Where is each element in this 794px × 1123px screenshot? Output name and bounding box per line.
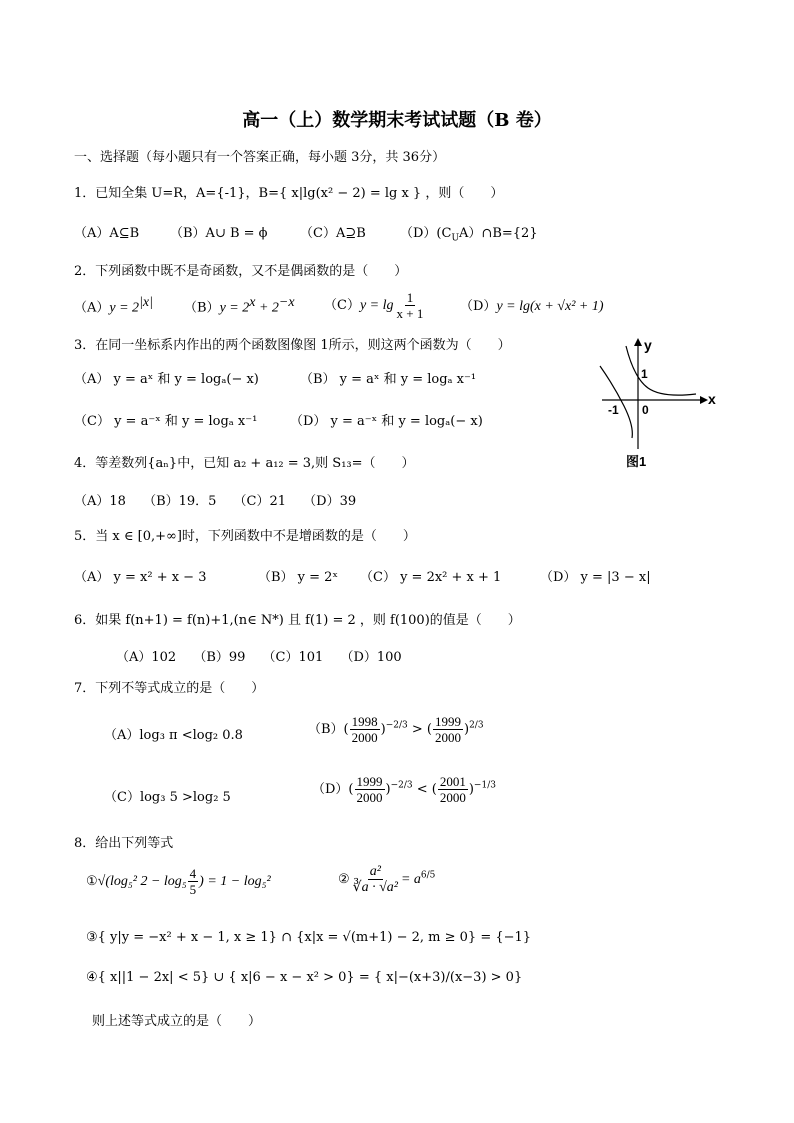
q8-e1-frac: [188, 866, 199, 897]
q5-option-b: （B） y = 2ˣ: [258, 570, 338, 585]
q8-equation-4: ④{ x||1 − 2x| < 5} ∪ { x|6 − x − x² > 0} = { x|−(x+3)/(x−3) > 0}: [86, 970, 523, 985]
q8-equation-3: ③{ y|y = −x² + x − 1, x ≥ 1} ∩ {x|x = √(m+1) − 2, m ≥ 0} = {−1}: [86, 930, 532, 945]
fig-label-zero: 0: [642, 403, 649, 417]
q8-e2-den: ∛a · √a²: [352, 880, 398, 895]
question-2: 2．下列函数中既不是奇函数，又不是偶函数的是（ ）: [74, 264, 408, 279]
q7-d-den2: 2000: [439, 790, 466, 805]
q1-option-b: （B）A∪ B = ϕ: [170, 226, 268, 241]
q7-b-den2: 2000: [434, 730, 461, 745]
q1-option-c: （C）A⊇B: [300, 226, 366, 241]
question-6: 6．如果 f(n+1) = f(n)+1,(n∈ N*) 且 f(1) = 2 ，则 f(100)的值是（ ）: [74, 613, 521, 628]
q2-a-expr: y = 2: [109, 300, 140, 316]
q7-d-den1: 2000: [356, 790, 383, 805]
q8-e1-den: 5: [189, 882, 197, 897]
q3-option-b: （B） y = aˣ 和 y = logₐ x⁻¹: [300, 372, 477, 387]
q8-equation-1: [86, 866, 271, 897]
q8-e2-right: = a: [400, 872, 421, 887]
q2-c-num: 1: [406, 290, 414, 305]
q7-d-frac2: [438, 774, 468, 805]
q5-option-c: （C） y = 2x² + x + 1: [360, 570, 502, 585]
q2-b-sup1: x: [249, 295, 256, 310]
q7-b-frac2: [433, 714, 463, 745]
q7-d-mid: < (: [412, 782, 437, 797]
q2-d-label: （D）: [460, 299, 497, 314]
fig-caption: 图1: [626, 454, 647, 469]
q4-options: （A）18 （B）19．5 （C）21 （D）39: [74, 494, 357, 509]
q8-e1-left: √(log₅² 2 − log₅: [97, 874, 187, 889]
q2-c-den: x + 1: [396, 306, 424, 321]
q2-c-fraction: [395, 290, 426, 321]
q2-b-expr: y = 2: [219, 300, 250, 316]
question-3: 3．在同一坐标系内作出的两个函数图像图 1所示，则这两个函数为（ ）: [74, 338, 511, 353]
q2-option-b: [184, 295, 295, 316]
x-axis-arrow: [700, 396, 708, 404]
q1-option-d: [400, 222, 538, 244]
q7-d-num2: 2001: [439, 774, 466, 789]
q8-e2-frac: [351, 864, 400, 895]
q8-closing-question: 则上述等式成立的是（ ）: [92, 1014, 262, 1029]
q7-option-c: （C）log₃ 5 >log₂ 5: [104, 790, 231, 805]
q8-e2-num: a²: [369, 864, 381, 879]
q2-c-label: （C）: [324, 298, 360, 313]
q2-c-expr: y = lg: [359, 298, 394, 313]
curve-exponential: [626, 346, 696, 395]
q1-option-d-head: （D）(C: [400, 226, 452, 241]
q2-option-a: [74, 295, 153, 316]
q7-d-num1: 1999: [356, 774, 383, 789]
q3-option-d: （D） y = a⁻ˣ 和 y = logₐ(− x): [290, 414, 483, 429]
q2-b-mid: + 2: [255, 300, 279, 316]
question-4: 4．等差数列{aₙ}中，已知 a₂ + a₁₂ = 3,则 S₁₃=（ ）: [74, 456, 415, 471]
q7-option-b: （B）( $\frac{1998}{2000}$ )$^{-2/3}$ > ( $\frac{1999}{2000}$ )$^{2/3}$: [308, 714, 484, 745]
q5-option-a: （A） y = x² + x − 3: [74, 570, 207, 585]
question-1: 1．已知全集 U=R，A={-1}，B={ x|lg(x² − 2) = lg x } ，则（ ）: [74, 186, 504, 201]
y-axis-arrow: [634, 338, 642, 346]
q7-b-num1: 1998: [351, 714, 378, 729]
q1-option-d-tail: A）∩B={2}: [459, 226, 538, 241]
q8-e1-num: 4: [189, 866, 197, 881]
q2-d-expr: y = lg(x + √x² + 1): [496, 299, 604, 314]
q7-b-den1: 2000: [351, 730, 378, 745]
fig-label-neg-one: -1: [608, 403, 619, 417]
q7-b-num2: 1999: [434, 714, 461, 729]
q7-option-d: （D）( $\frac{1999}{2000}$ )$^{-2/3}$ < ( $\frac{2001}{2000}$ )$^{-1/3}$: [312, 774, 496, 805]
q7-d-frac1: [355, 774, 385, 805]
page-title: 高一（上）数学期末考试试题（B 卷）: [242, 110, 552, 131]
q2-b-sup2: −x: [278, 295, 295, 310]
q8-e2-mark: ②: [338, 872, 350, 887]
q7-d-exp2: −1/3: [473, 780, 496, 791]
q2-option-c: [324, 290, 426, 321]
curve-logarithmic: [600, 366, 632, 438]
q7-b-mid: > (: [407, 722, 432, 737]
q7-b-frac1: [350, 714, 380, 745]
q7-d-label: （D）(: [312, 782, 354, 797]
q7-b-exp2: 2/3: [469, 720, 484, 731]
q8-e1-mark: ①: [86, 874, 98, 889]
q7-b-label: （B）(: [308, 722, 349, 737]
q8-e2-sup: 6/5: [420, 870, 436, 881]
q1-option-d-sub: U: [451, 233, 460, 244]
section-heading: 一、选择题（每小题只有一个答案正确，每小题 3分，共 36分）: [74, 150, 446, 165]
question-7: 7．下列不等式成立的是（ ）: [74, 681, 265, 696]
q3-option-a: （A） y = aˣ 和 y = logₐ(− x): [74, 372, 259, 387]
q3-option-c: （C） y = a⁻ˣ 和 y = logₐ x⁻¹: [74, 414, 258, 429]
fig-label-x: x: [708, 391, 716, 407]
q8-e1-right: ) = 1 − log₅²: [199, 874, 271, 889]
q7-b-exp1: −2/3: [385, 720, 408, 731]
q2-a-sup: |x|: [139, 295, 153, 310]
q2-a-label: （A）: [74, 300, 110, 316]
q6-options: （A）102 （B）99 （C）101 （D）100: [116, 650, 402, 665]
q8-equation-2: [338, 864, 435, 895]
q1-option-a: （A）A⊆B: [74, 226, 140, 241]
fig-label-one: 1: [641, 367, 648, 381]
q7-option-a: （A）log₃ π <log₂ 0.8: [104, 728, 243, 743]
figure-1: [596, 334, 726, 470]
question-8: 8．给出下列等式: [74, 836, 174, 851]
q2-b-label: （B）: [184, 300, 220, 316]
q2-option-d: [460, 295, 604, 315]
q5-option-d: （D） y = |3 − x|: [540, 570, 651, 585]
q7-d-exp1: −2/3: [390, 780, 413, 791]
fig-label-y: y: [644, 337, 652, 353]
question-5: 5．当 x ∈ [0,+∞]时，下列函数中不是增函数的是（ ）: [74, 529, 416, 544]
